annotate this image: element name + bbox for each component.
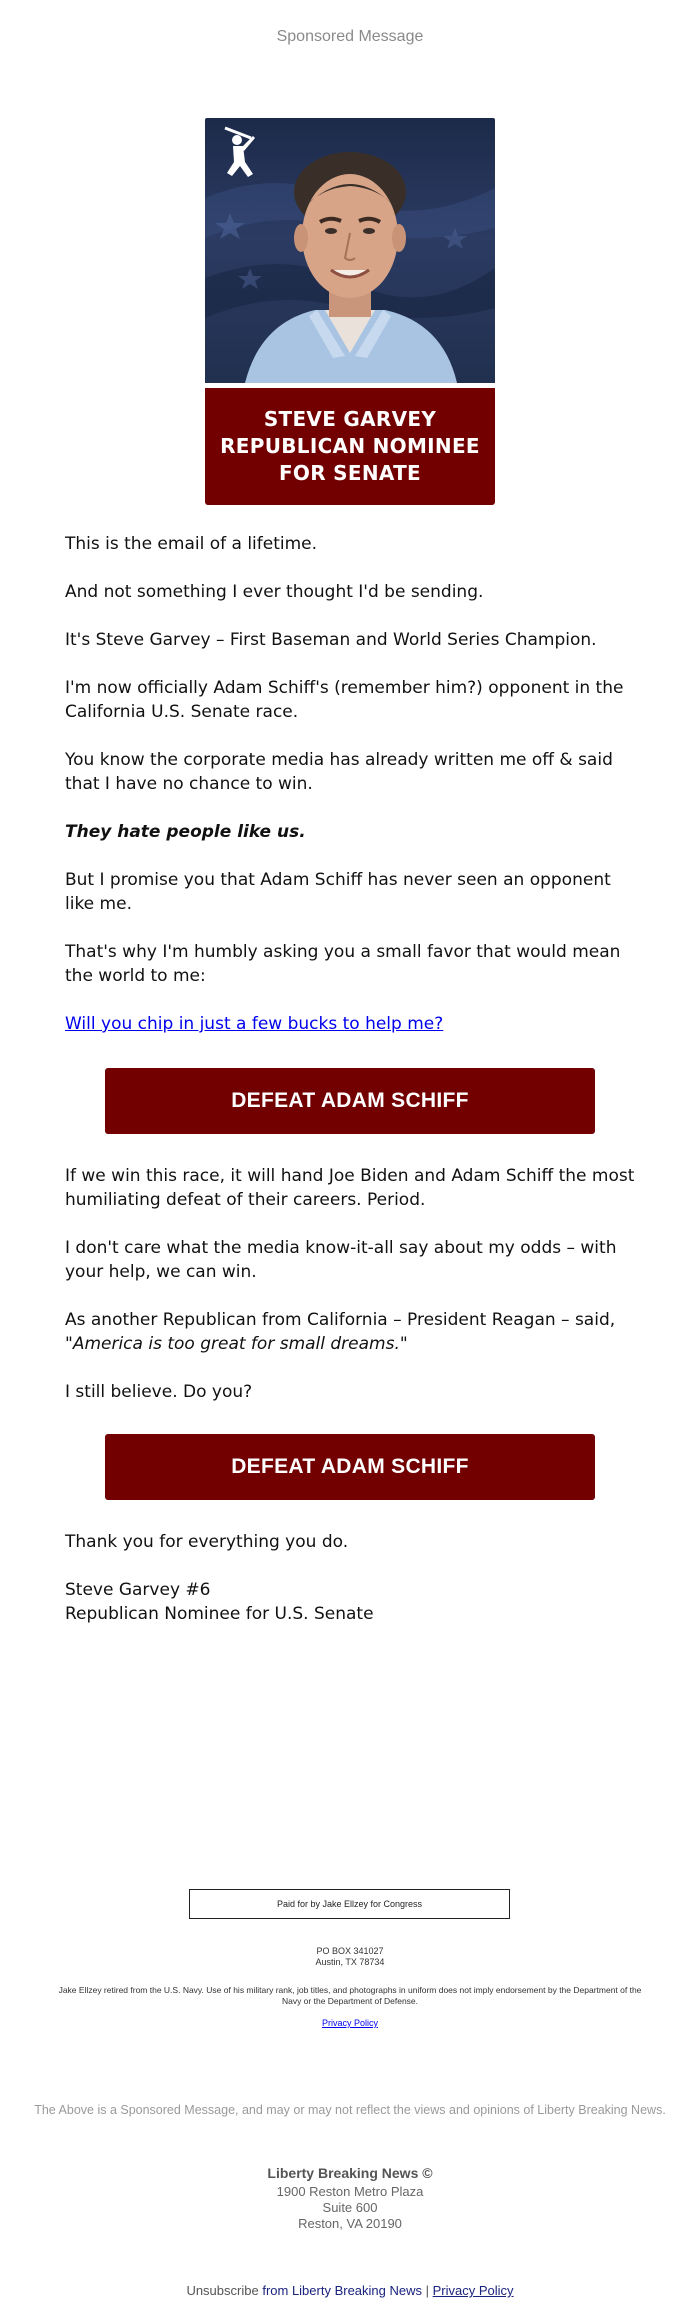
footer [0,2283,700,2298]
defeat-schiff-button-1[interactable]: DEFEAT ADAM SCHIFF [105,1068,595,1134]
paragraph-7: But I promise you that Adam Schiff has never seen an opponent like me. [65,870,611,914]
donate-link-paragraph [65,1012,645,1036]
paragraph-2: And not something I ever thought I'd be sending. [65,582,484,602]
paragraph-13: Thank you for everything you do. [65,1532,349,1552]
donate-link[interactable]: Will you chip in just a few bucks to help me? [65,1014,444,1034]
nominee-banner-text: STEVE GARVEY REPUBLICAN NOMINEE FOR SENATE [220,407,480,485]
committee-privacy-link[interactable]: Privacy Policy [321,2018,378,2028]
committee-address [0,1946,700,1968]
paragraph-5: You know the corporate media has already written me off & said that I have no chance to win. [65,750,613,794]
paid-for-box: Paid for by Jake Ellzey for Congress [189,1889,510,1919]
po-box: PO BOX 341027 [316,1946,384,1956]
footer-separator: | [425,2283,430,2298]
publisher-address [0,2184,700,2232]
military-disclaimer: Jake Ellzey retired from the U.S. Navy. Use of his military rank, job titles, and photographs in uniform does not imply endorsement by the Department of the Navy or the Department of Defense. [58,1985,642,2006]
committee-city: Austin, TX 78734 [315,1957,385,1967]
paragraph-4: I'm now officially Adam Schiff's (remember him?) opponent in the California U.S. Senate race. [65,678,624,722]
footer-privacy-link[interactable]: Privacy Policy [432,2283,514,2298]
unsubscribe-link[interactable]: Unsubscribe [186,2283,259,2298]
paragraph-1: This is the email of a lifetime. [65,534,318,554]
signature-title: Republican Nominee for U.S. Senate [65,1604,374,1624]
reagan-quote: "America is too great for small dreams." [65,1334,408,1354]
publisher-address-line-2: Suite 600 [322,2200,378,2215]
sponsored-disclaimer: The Above is a Sponsored Message, and may or may not reflect the views and opinions of Liberty Breaking News. [34,2103,666,2117]
paragraph-8: That's why I'm humbly asking you a small favor that would mean the world to me: [65,942,621,986]
hero-image[interactable] [205,118,495,505]
paragraph-10: I don't care what the media know-it-all say about my odds – with your help, we can win. [65,1238,617,1282]
publisher-name: Liberty Breaking News © [267,2165,433,2181]
candidate-photo [205,118,495,383]
nominee-banner [205,388,495,505]
paragraph-11 [65,1308,645,1356]
paragraph-3: It's Steve Garvey – First Baseman and World Series Champion. [65,630,597,650]
paragraph-9: If we win this race, it will hand Joe Biden and Adam Schiff the most humiliating defeat of their careers. Period. [65,1166,635,1210]
paragraph-11-text: As another Republican from California – President Reagan – said, [65,1310,616,1330]
footer-publisher: from Liberty Breaking News [262,2283,422,2298]
paragraph-12: I still believe. Do you? [65,1382,253,1402]
paragraph-6-emphasis: They hate people like us. [65,822,306,842]
signature-name: Steve Garvey #6 [65,1580,211,1600]
sponsored-label: Sponsored Message [276,28,424,45]
publisher-address-line-1: 1900 Reston Metro Plaza [276,2184,424,2199]
defeat-schiff-button-2[interactable]: DEFEAT ADAM SCHIFF [105,1434,595,1500]
publisher-address-line-3: Reston, VA 20190 [298,2216,402,2231]
